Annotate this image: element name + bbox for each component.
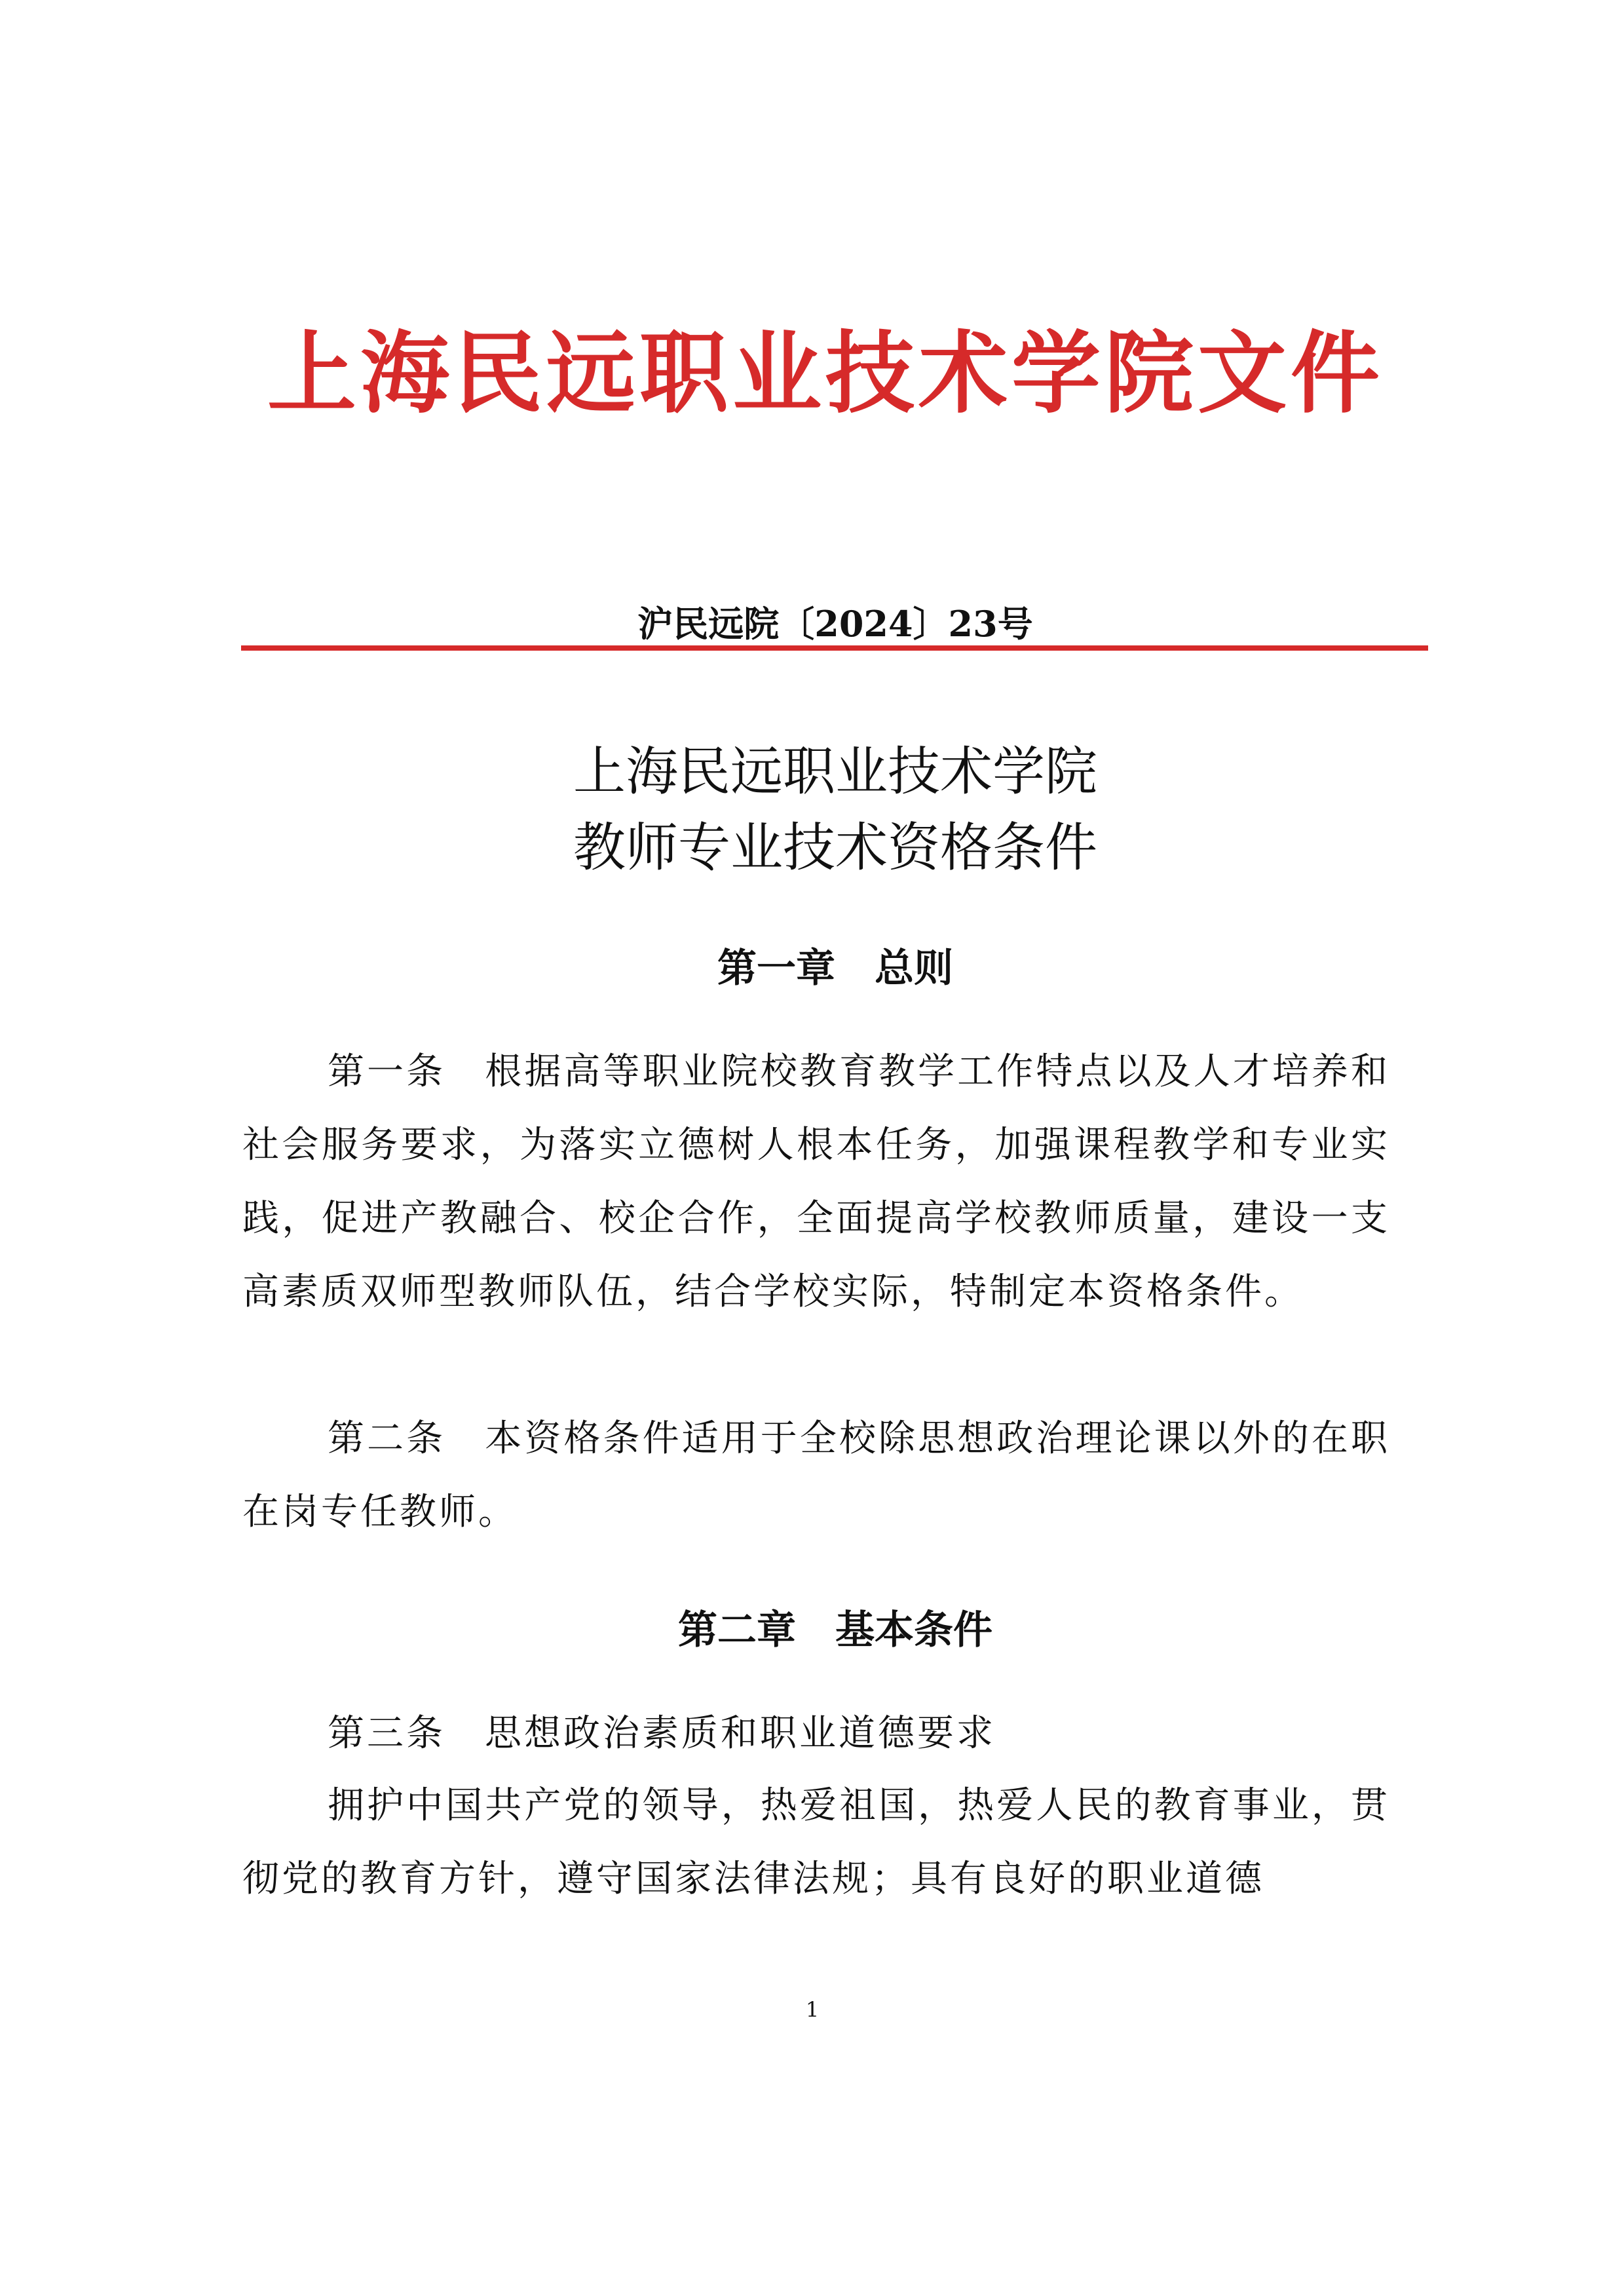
chapter-heading-1 bbox=[242, 937, 1428, 993]
document-title bbox=[242, 734, 1428, 886]
article-3 bbox=[242, 1697, 1390, 1770]
article-2 bbox=[242, 1402, 1390, 1549]
page-number: 1 bbox=[805, 1997, 820, 2022]
article-label: 第一条 bbox=[328, 1050, 446, 1093]
chapter-name: 总则 bbox=[875, 946, 953, 991]
chapter-name: 基本条件 bbox=[835, 1607, 992, 1653]
article-text: 思想政治素质和职业道德要求 bbox=[485, 1712, 996, 1755]
document-title-line-2: 教师专业技术资格条件 bbox=[573, 817, 1097, 878]
article-text: 拥护中国共产党的领导，热爱祖国，热爱人民的教育事业，贯彻党的教育方针，遵守国家法律法规；具有良好的职业道德 bbox=[242, 1784, 1390, 1900]
article-3-body bbox=[242, 1769, 1390, 1916]
chapter-number: 第一章 bbox=[717, 946, 835, 991]
document-number: 沪民远院〔2024〕23号 bbox=[637, 603, 1033, 645]
article-text: 本资格条件适用于全校除思想政治理论课以外的在职在岗专任教师。 bbox=[242, 1417, 1391, 1533]
institution-file-header: 上海民远职业技术学院文件 bbox=[267, 322, 1384, 426]
article-1 bbox=[242, 1035, 1390, 1329]
article-text: 根据高等职业院校教育教学工作特点以及人才培养和社会服务要求，为落实立德树人根本任务，加强课程教学和专业实践，促进产教融合、校企合作，全面提高学校教师质量，建设一支高素质双师型教师队伍，结合学校实际，特制定本资格条件。 bbox=[242, 1050, 1391, 1313]
chapter-heading-2 bbox=[242, 1599, 1428, 1655]
article-label: 第三条 bbox=[328, 1712, 445, 1755]
chapter-number: 第二章 bbox=[678, 1607, 796, 1653]
document-title-line-1: 上海民远职业技术学院 bbox=[573, 741, 1097, 802]
red-divider-rule bbox=[241, 645, 1428, 651]
article-label: 第二条 bbox=[328, 1417, 446, 1460]
